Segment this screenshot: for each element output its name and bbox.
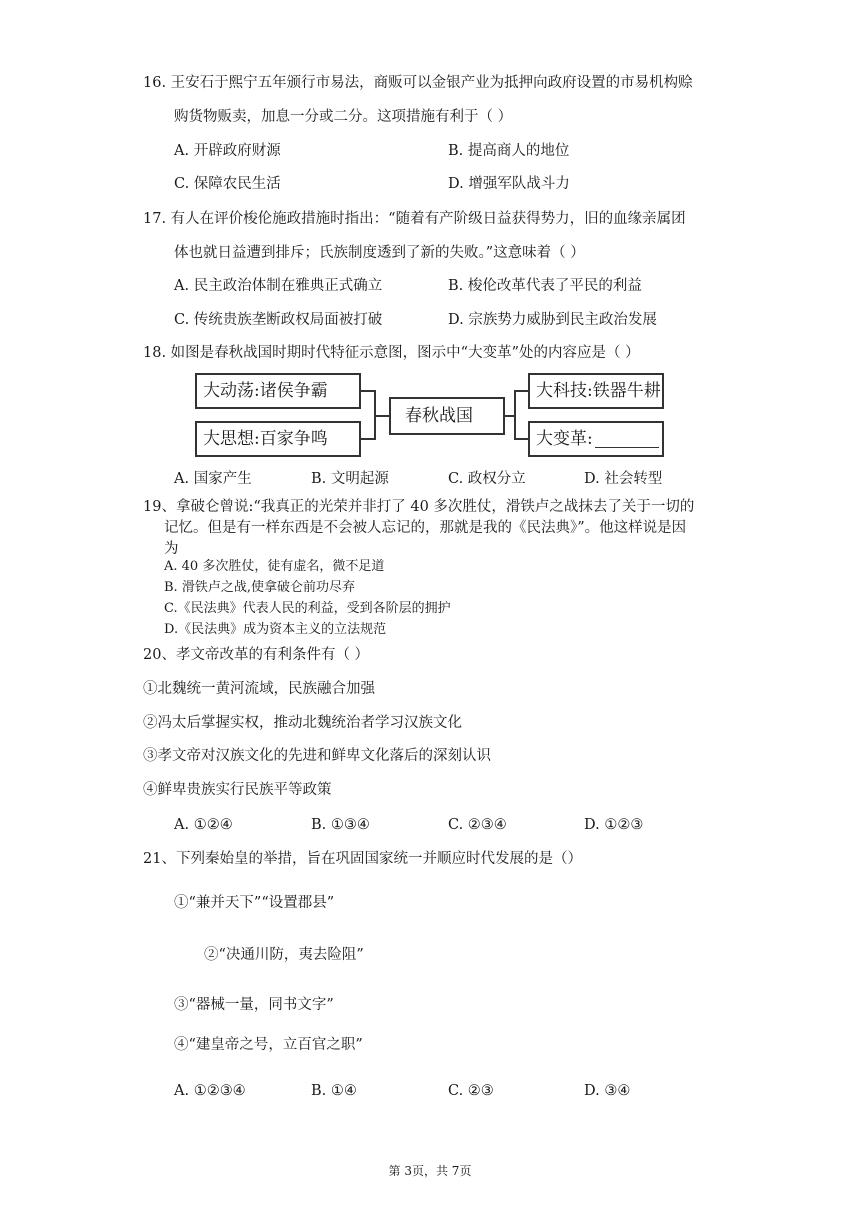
q19-stem-line3: 为	[164, 541, 179, 557]
q21-item-3: ③“器械一量，同书文字”	[174, 997, 334, 1013]
connector	[514, 438, 528, 440]
q17-option-a: A. 民主政治体制在雅典正式确立	[174, 278, 383, 294]
q16-option-b: B. 提高商人的地位	[448, 143, 570, 159]
q20-option-b: B. ①③④	[311, 817, 370, 833]
q20-option-a: A. ①②④	[174, 817, 233, 833]
q18-option-d: D. 社会转型	[584, 471, 663, 487]
q17-option-c: C. 传统贵族垄断政权局面被打破	[174, 312, 383, 328]
connector	[514, 390, 528, 392]
q18-option-b: B. 文明起源	[311, 471, 389, 487]
q19-stem-line2: 记忆。但是有一样东西是不会被人忘记的，那就是我的《民法典》”。他这样说是因	[164, 520, 687, 536]
q16-option-c: C. 保障农民生活	[174, 176, 281, 192]
q19-option-b: B. 滑铁卢之战,使拿破仑前功尽弃	[164, 580, 355, 595]
q21-option-d: D. ③④	[584, 1083, 631, 1099]
connector	[514, 390, 516, 440]
page-footer: 第 3页，共 7页	[388, 1164, 472, 1178]
q18-option-a: A. 国家产生	[174, 471, 252, 487]
q16-stem-line2: 购货物贩卖，加息一分或二分。这项措施有利于（ ）	[174, 109, 513, 125]
q19-option-a: A. 40 多次胜仗，徒有虚名，微不足道	[164, 559, 385, 574]
q21-item-2: ②“决通川防，夷去险阻”	[204, 947, 364, 963]
q17-option-d: D. 宗族势力威胁到民主政治发展	[448, 312, 657, 328]
q21-stem: 21、下列秦始皇的举措，旨在巩固国家统一并顺应时代发展的是（）	[143, 851, 582, 867]
q20-item-2: ②冯太后掌握实权，推动北魏统治者学习汉族文化	[143, 715, 462, 731]
q16-stem-line1: 16. 王安石于熙宁五年颁行市易法，商贩可以金银产业为抵押向政府设置的市易机构赊	[143, 75, 693, 91]
diagram-box-reform	[528, 421, 664, 457]
connector	[361, 390, 375, 392]
q20-option-d: D. ①②③	[584, 817, 644, 833]
diagram-box-turmoil: 大动荡:诸侯争霸	[195, 373, 361, 409]
q20-option-c: C. ②③④	[448, 817, 507, 833]
q21-item-4: ④“建皇帝之号，立百官之职”	[174, 1037, 363, 1053]
q17-stem-line1: 17. 有人在评价梭伦施政措施时指出：“随着有产阶级日益获得势力，旧的血缘亲属团	[143, 211, 686, 227]
q21-option-c: C. ②③	[448, 1083, 494, 1099]
q19-option-d: D.《民法典》成为资本主义的立法规范	[164, 622, 387, 637]
diagram-box-technology: 大科技:铁器牛耕	[528, 373, 664, 409]
q19-stem-line1: 19、拿破仑曾说:“我真正的光荣并非打了 40 多次胜仗，滑铁卢之战抹去了关于一切的	[143, 499, 695, 515]
q16-option-a: A. 开辟政府财源	[174, 143, 281, 159]
q20-stem: 20、孝文帝改革的有利条件有（ ）	[143, 647, 370, 663]
diagram-box-center: 春秋战国	[389, 397, 505, 435]
q19-option-c: C.《民法典》代表人民的利益，受到各阶层的拥护	[164, 601, 451, 616]
diagram-blank-line	[595, 431, 659, 448]
q20-item-1: ①北魏统一黄河流域，民族融合加强	[143, 681, 375, 697]
q21-item-1: ①“兼并天下”“设置郡县”	[174, 895, 335, 911]
q17-option-b: B. 梭伦改革代表了平民的利益	[448, 278, 642, 294]
q17-stem-line2: 体也就日益遭到排斥；氏族制度透到了新的失败。”这意味着（ ）	[174, 245, 585, 261]
diagram-box-reform-label: 大变革:	[536, 428, 593, 449]
q16-option-d: D. 增强军队战斗力	[448, 176, 570, 192]
q21-option-a: A. ①②③④	[174, 1083, 246, 1099]
q20-item-4: ④鲜卑贵族实行民族平等政策	[143, 782, 332, 798]
q18-option-c: C. 政权分立	[448, 471, 526, 487]
diagram-box-thought: 大思想:百家争鸣	[195, 421, 361, 457]
q18-stem: 18. 如图是春秋战国时期时代特征示意图，图示中“大变革”处的内容应是（ ）	[143, 345, 640, 361]
connector	[361, 438, 375, 440]
connector	[374, 415, 389, 417]
q20-item-3: ③孝文帝对汉族文化的先进和鲜卑文化落后的深刻认识	[143, 748, 491, 764]
q21-option-b: B. ①④	[311, 1083, 357, 1099]
